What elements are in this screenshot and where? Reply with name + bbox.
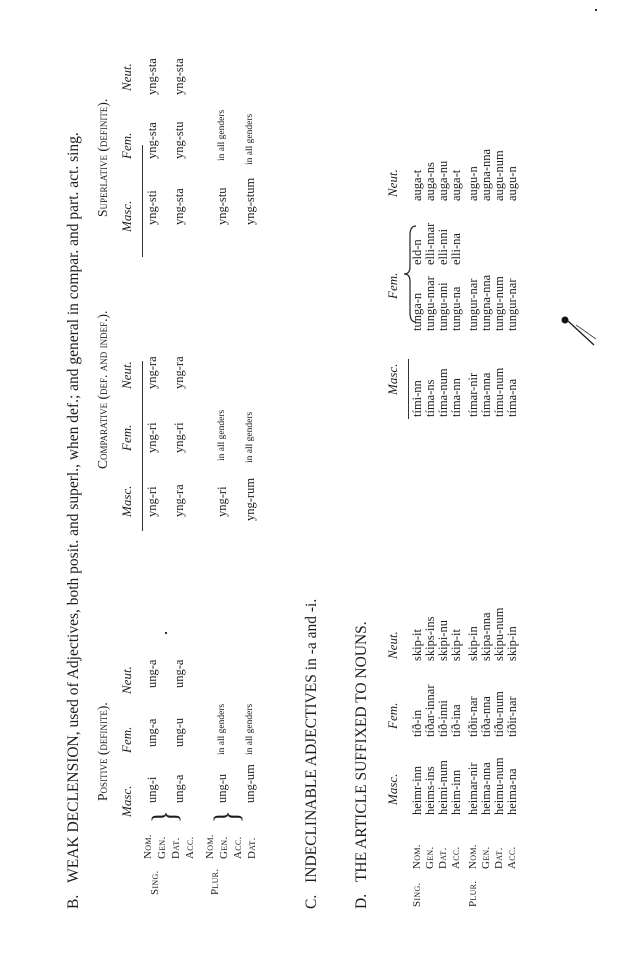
- d2-masc-head: Masc.: [385, 363, 400, 395]
- b-case-acc: Acc.: [184, 836, 196, 859]
- b-plur-case-nom: Nom.: [204, 834, 216, 859]
- comp-sing-obl-masc: yng-ra: [172, 484, 186, 517]
- b-plur-label: Plur.: [209, 868, 221, 895]
- d2-p-gen-f1: tungna-nna: [479, 274, 493, 331]
- d1-s-gen-m: heims-ins: [423, 766, 437, 815]
- corner-dot: [595, 9, 597, 11]
- section-b-heading: [66, 132, 82, 909]
- d-plur-gen: Gen.: [480, 846, 492, 869]
- comp-plur-dat-note: in all genders: [245, 411, 255, 463]
- d-plur-label: Plur.: [467, 880, 479, 907]
- d2-p-dat-m: tímu-num: [492, 367, 506, 417]
- d2-s-dat-m: tíma-num: [436, 368, 450, 417]
- section-c-letter: C.: [303, 894, 320, 909]
- d1-p-dat-n: skipu-num: [492, 607, 506, 661]
- sup-plur-dat-note: in all genders: [245, 113, 255, 165]
- d-plur-acc: Acc.: [506, 846, 518, 869]
- sup-sing-obl-neut: yng-sta: [172, 58, 186, 95]
- d2-s-gen-m: tíma-ns: [423, 379, 437, 417]
- d-sing-dat: Dat.: [437, 847, 449, 869]
- comparative-rule: [142, 361, 143, 531]
- pos-sing-nom-fem: ung-a: [145, 718, 159, 747]
- d1-p-nom-f: tíðir-nar: [466, 696, 480, 737]
- b-comp-fem-head: Fem.: [119, 424, 134, 451]
- d1-p-acc-f: tíðir-nar: [505, 696, 519, 737]
- comp-sing-nom-masc: yng-ri: [145, 486, 159, 517]
- d2-s-gen-n: auga-ns: [423, 162, 437, 201]
- d2-s-acc-f1: tungu-na: [449, 286, 463, 331]
- sup-sing-nom-neut: yng-sta: [145, 58, 159, 95]
- d1-s-gen-n: skips-ins: [423, 616, 437, 661]
- d2-s-acc-f2: elli-na: [449, 233, 463, 265]
- d2-s-dat-n: auga-nu: [436, 160, 450, 201]
- comp-sing-nom-fem: yng-ri: [145, 422, 159, 453]
- sup-sing-obl-masc: yng-sta: [172, 188, 186, 225]
- d2-masc-rule: [408, 359, 409, 419]
- d2-s-acc-n: auga-t: [449, 169, 463, 201]
- b-plur-case-gen: Gen.: [218, 836, 230, 859]
- d2-s-nom-f2: eld-n: [410, 239, 424, 265]
- sup-plur-dat: yng-stum: [243, 177, 257, 225]
- d1-p-gen-m: heima-nna: [479, 762, 493, 815]
- d2-p-dat-n: augu-num: [492, 150, 506, 201]
- d1-s-dat-n: skipi-nu: [436, 620, 450, 661]
- d2-s-gen-f1: tungu-nnar: [423, 276, 437, 331]
- d2-s-acc-m: tíma-nn: [449, 378, 463, 417]
- d1-p-nom-m: heimar-nir: [466, 762, 480, 815]
- d2-s-dat-f2: elli-nni: [436, 228, 450, 265]
- d1-s-acc-f: tíð-ina: [449, 704, 463, 737]
- d1-p-gen-n: skipa-nna: [479, 612, 493, 661]
- b-plur-brace: }: [206, 810, 246, 823]
- b-case-nom: Nom.: [142, 834, 154, 859]
- d2-p-acc-n: augu-n: [505, 166, 519, 201]
- d-sing-acc: Acc.: [450, 846, 462, 869]
- d1-p-acc-m: heima-na: [505, 768, 519, 815]
- pos-sing-nom-neut: ung-a: [145, 659, 159, 688]
- d1-neut-head: Neut.: [385, 631, 400, 659]
- d2-p-dat-f1: tungu-num: [492, 276, 506, 331]
- d2-fem-head: Fem.: [385, 272, 400, 299]
- section-d-letter: D.: [353, 893, 370, 909]
- d-sing-nom: Nom.: [411, 844, 423, 869]
- b-plur-case-dat: Dat.: [246, 837, 258, 859]
- d2-p-nom-n: augu-n: [466, 166, 480, 201]
- d-sing-label: Sing.: [411, 882, 423, 907]
- section-d-heading: [354, 621, 370, 909]
- d1-fem-head: Fem.: [385, 702, 400, 729]
- d1-p-gen-f: tíða-nna: [479, 696, 493, 737]
- comp-sing-obl-fem: yng-ri: [172, 422, 186, 453]
- ink-blot-mark: [560, 315, 600, 379]
- d1-s-gen-f: tíðar-innar: [423, 684, 437, 737]
- comp-plur-nom: yng-ri: [215, 486, 229, 517]
- d1-p-dat-f: tíðu-num: [492, 691, 506, 737]
- b-sup-neut-head: Neut.: [119, 63, 134, 91]
- b-comp-neut-head: Neut.: [119, 361, 134, 389]
- positive-title: Positive (definite).: [95, 702, 110, 801]
- d1-masc-head: Masc.: [385, 773, 400, 805]
- stray-dot: [165, 632, 167, 634]
- comparative-title: Comparative (def. and indef.).: [95, 310, 110, 469]
- b-comp-masc-head: Masc.: [119, 485, 134, 517]
- d2-p-nom-m: tímar-nir: [466, 372, 480, 417]
- d1-p-nom-n: skip-in: [466, 626, 480, 661]
- b-sup-fem-head: Fem.: [119, 132, 134, 159]
- pos-plur-dat: ung-um: [243, 764, 257, 803]
- d2-p-nom-f1: tungur-nar: [466, 278, 480, 331]
- d2-s-dat-f1: tungu-nni: [436, 282, 450, 331]
- b-case-gen: Gen.: [156, 836, 168, 859]
- d-sing-gen: Gen.: [424, 846, 436, 869]
- pos-sing-nom-masc: ung-i: [145, 776, 159, 803]
- d1-s-dat-f: tíð-inni: [436, 700, 450, 737]
- d2-s-nom-m: tími-nn: [410, 380, 424, 417]
- d-plur-dat: Dat.: [493, 847, 505, 869]
- d2-neut-head: Neut.: [385, 169, 400, 197]
- d2-s-gen-f2: elli-nnar: [423, 222, 437, 265]
- section-b-letter: B.: [65, 894, 82, 909]
- b-sing-label: Sing.: [149, 870, 161, 895]
- comp-sing-nom-neut: yng-ra: [145, 356, 159, 389]
- d2-p-acc-f1: tungur-nar: [505, 278, 519, 331]
- pos-plur-nom: ung-u: [215, 773, 229, 803]
- pos-sing-obl-neut: ung-a: [172, 659, 186, 688]
- d1-p-acc-n: skip-in: [505, 626, 519, 661]
- pos-sing-obl-fem: ung-u: [172, 717, 186, 747]
- b-sup-masc-head: Masc.: [119, 200, 134, 232]
- b-pos-masc-head: Masc.: [119, 785, 134, 817]
- sup-sing-nom-masc: yng-sti: [145, 190, 159, 225]
- sup-plur-nom-note: in all genders: [217, 109, 227, 161]
- pos-sing-obl-masc: ung-a: [172, 774, 186, 803]
- d-plur-nom: Nom.: [467, 844, 479, 869]
- d1-s-dat-m: heimi-num: [436, 760, 450, 815]
- d2-p-gen-m: tíma-nna: [479, 372, 493, 417]
- b-pos-neut-head: Neut.: [119, 666, 134, 694]
- pos-plur-nom-note: in all genders: [217, 703, 227, 755]
- d2-p-gen-n: augna-nna: [479, 148, 493, 201]
- superlative-title: Superlative (definite).: [95, 98, 110, 217]
- d1-s-nom-f: tíð-in: [410, 709, 424, 737]
- section-c-heading: [304, 599, 320, 909]
- b-sing-brace: }: [144, 810, 184, 823]
- comp-plur-nom-note: in all genders: [217, 409, 227, 461]
- pos-plur-dat-note: in all genders: [245, 703, 255, 755]
- b-case-dat: Dat.: [170, 837, 182, 859]
- d2-s-nom-n: auga-t: [410, 169, 424, 201]
- sup-sing-obl-fem: yng-stu: [172, 121, 186, 159]
- section-d-title: THE ARTICLE SUFFIXED TO NOUNS.: [353, 621, 370, 883]
- b-pos-fem-head: Fem.: [119, 726, 134, 753]
- section-b-title: WEAK DECLENSION, used of Adjectives, both posit. and superl., when def.; and general in compar. and part. act. sing.: [65, 132, 82, 883]
- d2-p-acc-m: tíma-na: [505, 378, 519, 417]
- sup-sing-nom-fem: yng-sta: [145, 122, 159, 159]
- comp-sing-obl-neut: yng-ra: [172, 356, 186, 389]
- d1-s-acc-n: skip-it: [449, 629, 463, 661]
- d1-s-nom-m: heimr-inn: [410, 765, 424, 815]
- comp-plur-dat: yng-rum: [243, 477, 257, 521]
- b-plur-case-acc: Acc.: [232, 836, 244, 859]
- superlative-rule: [142, 145, 143, 257]
- d1-s-acc-m: heim-inn: [449, 769, 463, 815]
- section-c-title: INDECLINABLE ADJECTIVES in -a and -i.: [303, 598, 320, 883]
- d2-s-nom-f1: tunga-n: [410, 292, 424, 331]
- d1-p-dat-m: heimu-num: [492, 757, 506, 815]
- sup-plur-nom: yng-stu: [215, 187, 229, 225]
- d1-s-nom-n: skip-it: [410, 629, 424, 661]
